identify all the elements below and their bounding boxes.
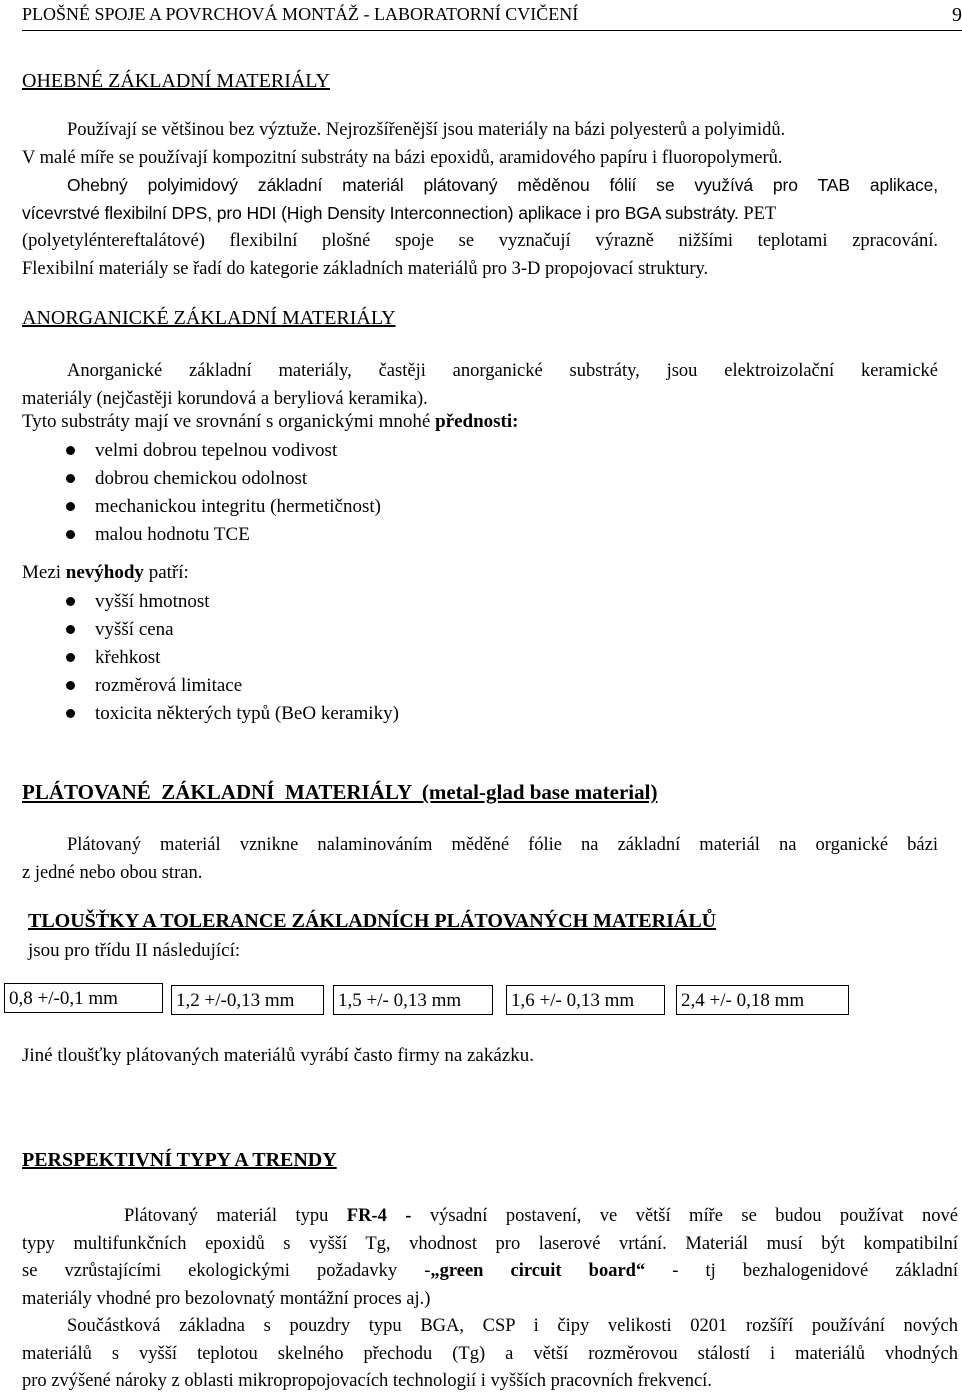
- list-item: [22, 700, 399, 728]
- paragraph-clad: [22, 832, 938, 887]
- text-line: typy multifunkčních epoxidů s vyšší Tg, vhodnost pro laserové vrtání. Materiál musí být kompatibilní: [22, 1233, 958, 1254]
- text-line: Ohebný polyimidový základní materiál plátovaný měděnou fólií se využívá pro TAB aplikace,: [67, 175, 938, 195]
- text-span: „green circuit board“: [430, 1261, 646, 1281]
- text-span: vícevrstvé flexibilní DPS, pro HDI (High Density Interconnection) aplikace i pro BGA substráty.: [22, 202, 739, 223]
- list-item: [22, 644, 399, 672]
- advantages-intro: [22, 411, 519, 433]
- thickness-box: 1,6 +/- 0,13 mm: [506, 985, 665, 1015]
- bullet-icon: [66, 625, 75, 634]
- text-line: V malé míře se používají kompozitní substráty na bázi epoxidů, aramidového papíru i fluoropolymerů.: [22, 147, 783, 168]
- thickness-box: 2,4 +/- 0,18 mm: [676, 985, 849, 1015]
- thickness-box: 1,2 +/-0,13 mm: [171, 985, 324, 1015]
- text-line: Anorganické základní materiály, častěji anorganické substráty, jsou elektroizolační keramické: [67, 361, 938, 381]
- heading-thickness-tolerance: TLOUŠŤKY A TOLERANCE ZÁKLADNÍCH PLÁTOVANÝCH MATERIÁLŮ: [28, 910, 717, 932]
- list-item: [22, 493, 381, 521]
- text-line: [22, 1258, 958, 1286]
- disadvantages-list: [22, 588, 399, 728]
- text-line: Součástková základna s pouzdry typu BGA, CSP i čipy velikosti 0201 rozšíří používání nových: [67, 1316, 958, 1336]
- bullet-icon: [66, 597, 75, 606]
- thickness-note: Jiné tloušťky plátovaných materiálů vyrábí často firmy na zakázku.: [22, 1045, 534, 1066]
- text-span: PET: [738, 203, 777, 224]
- list-item-text: toxicita některých typů (BeO keramiky): [95, 703, 399, 724]
- text-line: (polyetyléntereftalátové) flexibilní plošné spoje se vyznačují výrazně nižšími teplotami zpracování.: [22, 231, 938, 251]
- text-line: z jedné nebo obou stran.: [22, 862, 203, 883]
- paragraph-flexible-materials: [22, 117, 938, 283]
- list-item: [22, 672, 399, 700]
- list-item-text: vyšší hmotnost: [95, 591, 210, 612]
- text-line: Plátovaný materiál vznikne nalaminováním měděné fólie na základní materiál na organické bázi: [67, 835, 938, 855]
- list-item-text: malou hodnotu TCE: [95, 524, 250, 545]
- text-line: Flexibilní materiály se řadí do kategorie základních materiálů pro 3-D propojovací struktury.: [22, 258, 709, 279]
- text-line: [22, 1203, 958, 1231]
- text-span: Mezi: [22, 562, 66, 583]
- text-span: Tyto substráty mají ve srovnání s organickými mnohé: [22, 411, 436, 432]
- disadvantages-label: nevýhody: [65, 562, 144, 583]
- heading-inorganic-materials: ANORGANICKÉ ZÁKLADNÍ MATERIÁLY: [22, 307, 396, 329]
- text-span: Plátovaný materiál typu: [124, 1206, 347, 1226]
- thickness-box: 1,5 +/- 0,13 mm: [333, 985, 493, 1015]
- list-item-text: rozměrová limitace: [95, 675, 243, 696]
- list-item: [22, 588, 399, 616]
- list-item: [22, 616, 399, 644]
- page-header: [22, 4, 962, 31]
- advantages-list: [22, 437, 381, 549]
- text-span: FR-4 -: [346, 1206, 412, 1226]
- list-item-text: křehkost: [95, 647, 161, 668]
- header-title: PLOŠNÉ SPOJE A POVRCHOVÁ MONTÁŽ - LABORATORNÍ CVIČENÍ: [22, 4, 579, 24]
- list-item: [22, 465, 381, 493]
- list-item: [22, 521, 381, 549]
- text-line: Používají se většinou bez výztuže. Nejrozšířenější jsou materiály na bázi polyesterů a polyimidů.: [67, 120, 786, 140]
- heading-trends: PERSPEKTIVNÍ TYPY A TRENDY: [22, 1149, 337, 1171]
- list-item-text: dobrou chemickou odolnost: [95, 468, 308, 489]
- list-item-text: velmi dobrou tepelnou vodivost: [95, 440, 338, 461]
- text-span: patří:: [143, 562, 189, 583]
- bullet-icon: [66, 530, 75, 539]
- page-number: 9: [952, 4, 962, 26]
- bullet-icon: [66, 474, 75, 483]
- bullet-icon: [66, 653, 75, 662]
- advantages-label: přednosti:: [435, 411, 519, 432]
- thickness-box: 0,8 +/-0,1 mm: [4, 983, 163, 1013]
- text-span: výsadní postavení, ve větší míře se budou používat nové: [411, 1206, 958, 1226]
- text-line: pro zvýšené nároky z oblasti mikropropojovacích technologií i vyšších pracovních frekvencí.: [22, 1371, 712, 1391]
- text-line: materiálů s vyšší teplotou skelného přechodu (Tg) a větší rozměrovou stálostí i materiálů vhodných: [22, 1343, 958, 1364]
- text-line: materiály (nejčastěji korundová a beryliová keramika).: [22, 388, 428, 409]
- heading-clad-materials: PLÁTOVANÉ ZÁKLADNÍ MATERIÁLY (metal-glad base material): [22, 780, 658, 804]
- thickness-subtitle: jsou pro třídu II následující:: [28, 940, 241, 961]
- heading-flexible-materials: OHEBNÉ ZÁKLADNÍ MATERIÁLY: [22, 70, 330, 92]
- paragraph-trends: [22, 1203, 958, 1396]
- paragraph-inorganic: [22, 358, 938, 413]
- text-span: - tj bezhalogenidové základní: [645, 1261, 958, 1281]
- bullet-icon: [66, 709, 75, 718]
- text-line: materiály vhodné pro bezolovnatý montážní proces aj.): [22, 1288, 431, 1309]
- list-item: [22, 437, 381, 465]
- bullet-icon: [66, 446, 75, 455]
- text-span: se vzrůstajícími ekologickými požadavky -: [22, 1261, 431, 1281]
- bullet-icon: [66, 681, 75, 690]
- disadvantages-intro: [22, 562, 189, 584]
- list-item-text: vyšší cena: [95, 619, 174, 640]
- bullet-icon: [66, 502, 75, 511]
- list-item-text: mechanickou integritu (hermetičnost): [95, 496, 381, 517]
